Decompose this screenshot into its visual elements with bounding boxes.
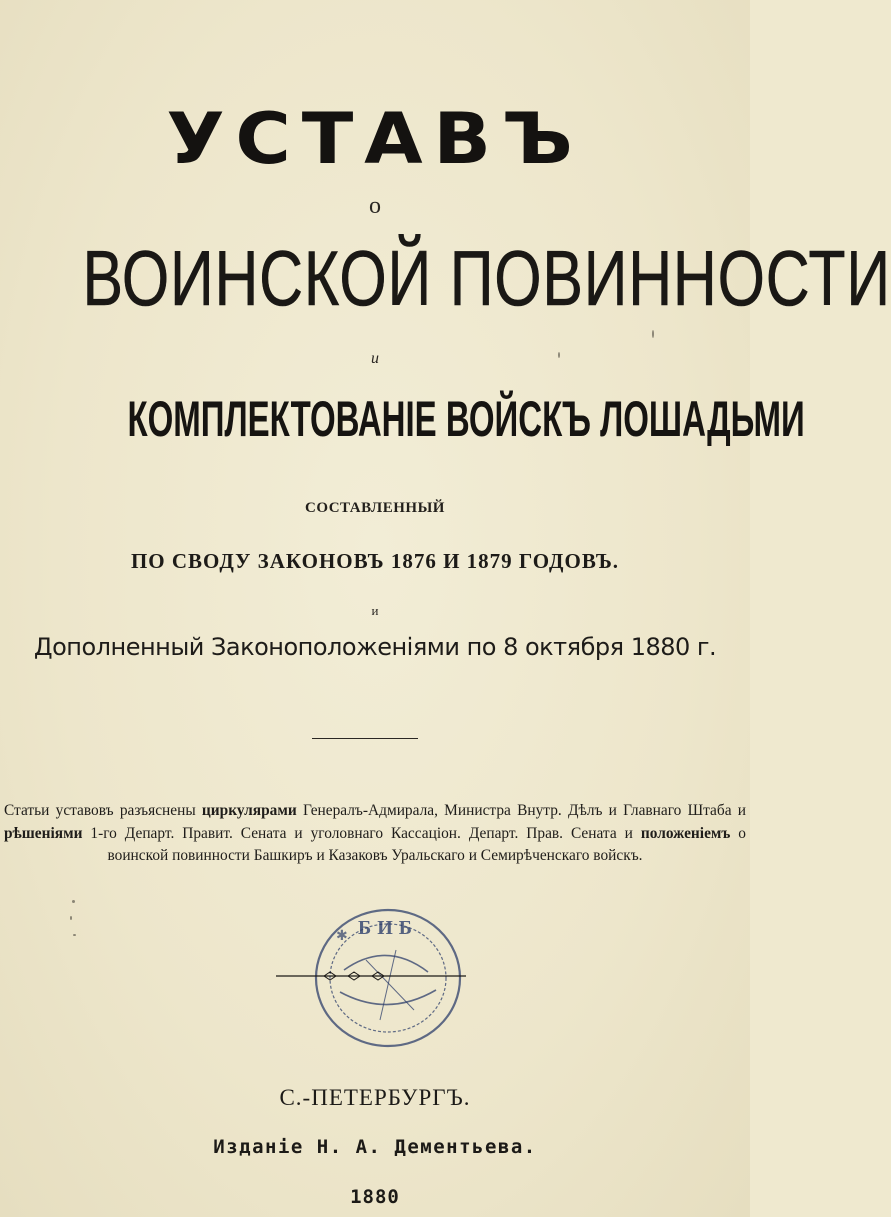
svg-text:✱: ✱: [336, 928, 348, 944]
conjunction-i-second: и: [371, 603, 379, 618]
note-bold-regulation: положеніемъ: [640, 824, 731, 842]
note-text-3: 1-го Департ. Правит. Сената и уголовнаго Кассаціон. Департ. Прав. Сената и: [82, 824, 641, 842]
paper-speck: [70, 916, 72, 920]
publication-city: С.-ПЕТЕРБУРГЪ.: [279, 1085, 471, 1110]
note-text-4: о воинской повинности Башкиръ и Казаковъ Уральскаго и Семирѣченскаго войскъ.: [107, 824, 747, 864]
note-text-2: Генералъ-Адмирала, Министра Внутр. Дѣлъ и Главнаго Штаба и: [296, 802, 746, 819]
conjunction-o: о: [369, 193, 381, 219]
supplement-line: Дополненный Законоположеніями по 8 октября 1880 г.: [33, 633, 717, 661]
stamp-letters: БИБ: [357, 917, 419, 939]
book-title-third-line: КОМПЛЕКТОВАНІЕ ВОЙСКЪ ЛОШАДЬМИ: [127, 391, 805, 447]
publisher-line: Изданіе Н. А. Дементьева.: [213, 1136, 537, 1158]
conjunction-i: и: [371, 350, 379, 367]
note-bold-circulars: циркулярами: [201, 802, 297, 819]
compiled-label: СОСТАВЛЕННЫЙ: [305, 500, 445, 516]
section-divider: [312, 738, 418, 739]
paper-speck: [73, 934, 76, 936]
paper-speck: [558, 352, 560, 358]
note-text-1: Статьи уставовъ разъяснены: [4, 802, 202, 819]
explanatory-note: [4, 800, 746, 868]
legal-code-line: ПО СВОДУ ЗАКОНОВЪ 1876 И 1879 ГОДОВЪ.: [130, 549, 620, 573]
book-title-second-line: ВОИНСКОЙ ПОВИННОСТИ: [82, 234, 891, 322]
note-bold-decisions: рѣшеніями: [4, 824, 83, 842]
paper-speck: [652, 330, 654, 338]
publication-year: 1880: [350, 1186, 400, 1208]
book-title-main: УСТАВЪ: [166, 98, 584, 180]
paper-speck: [72, 900, 75, 903]
library-stamp-icon: [296, 900, 476, 1060]
